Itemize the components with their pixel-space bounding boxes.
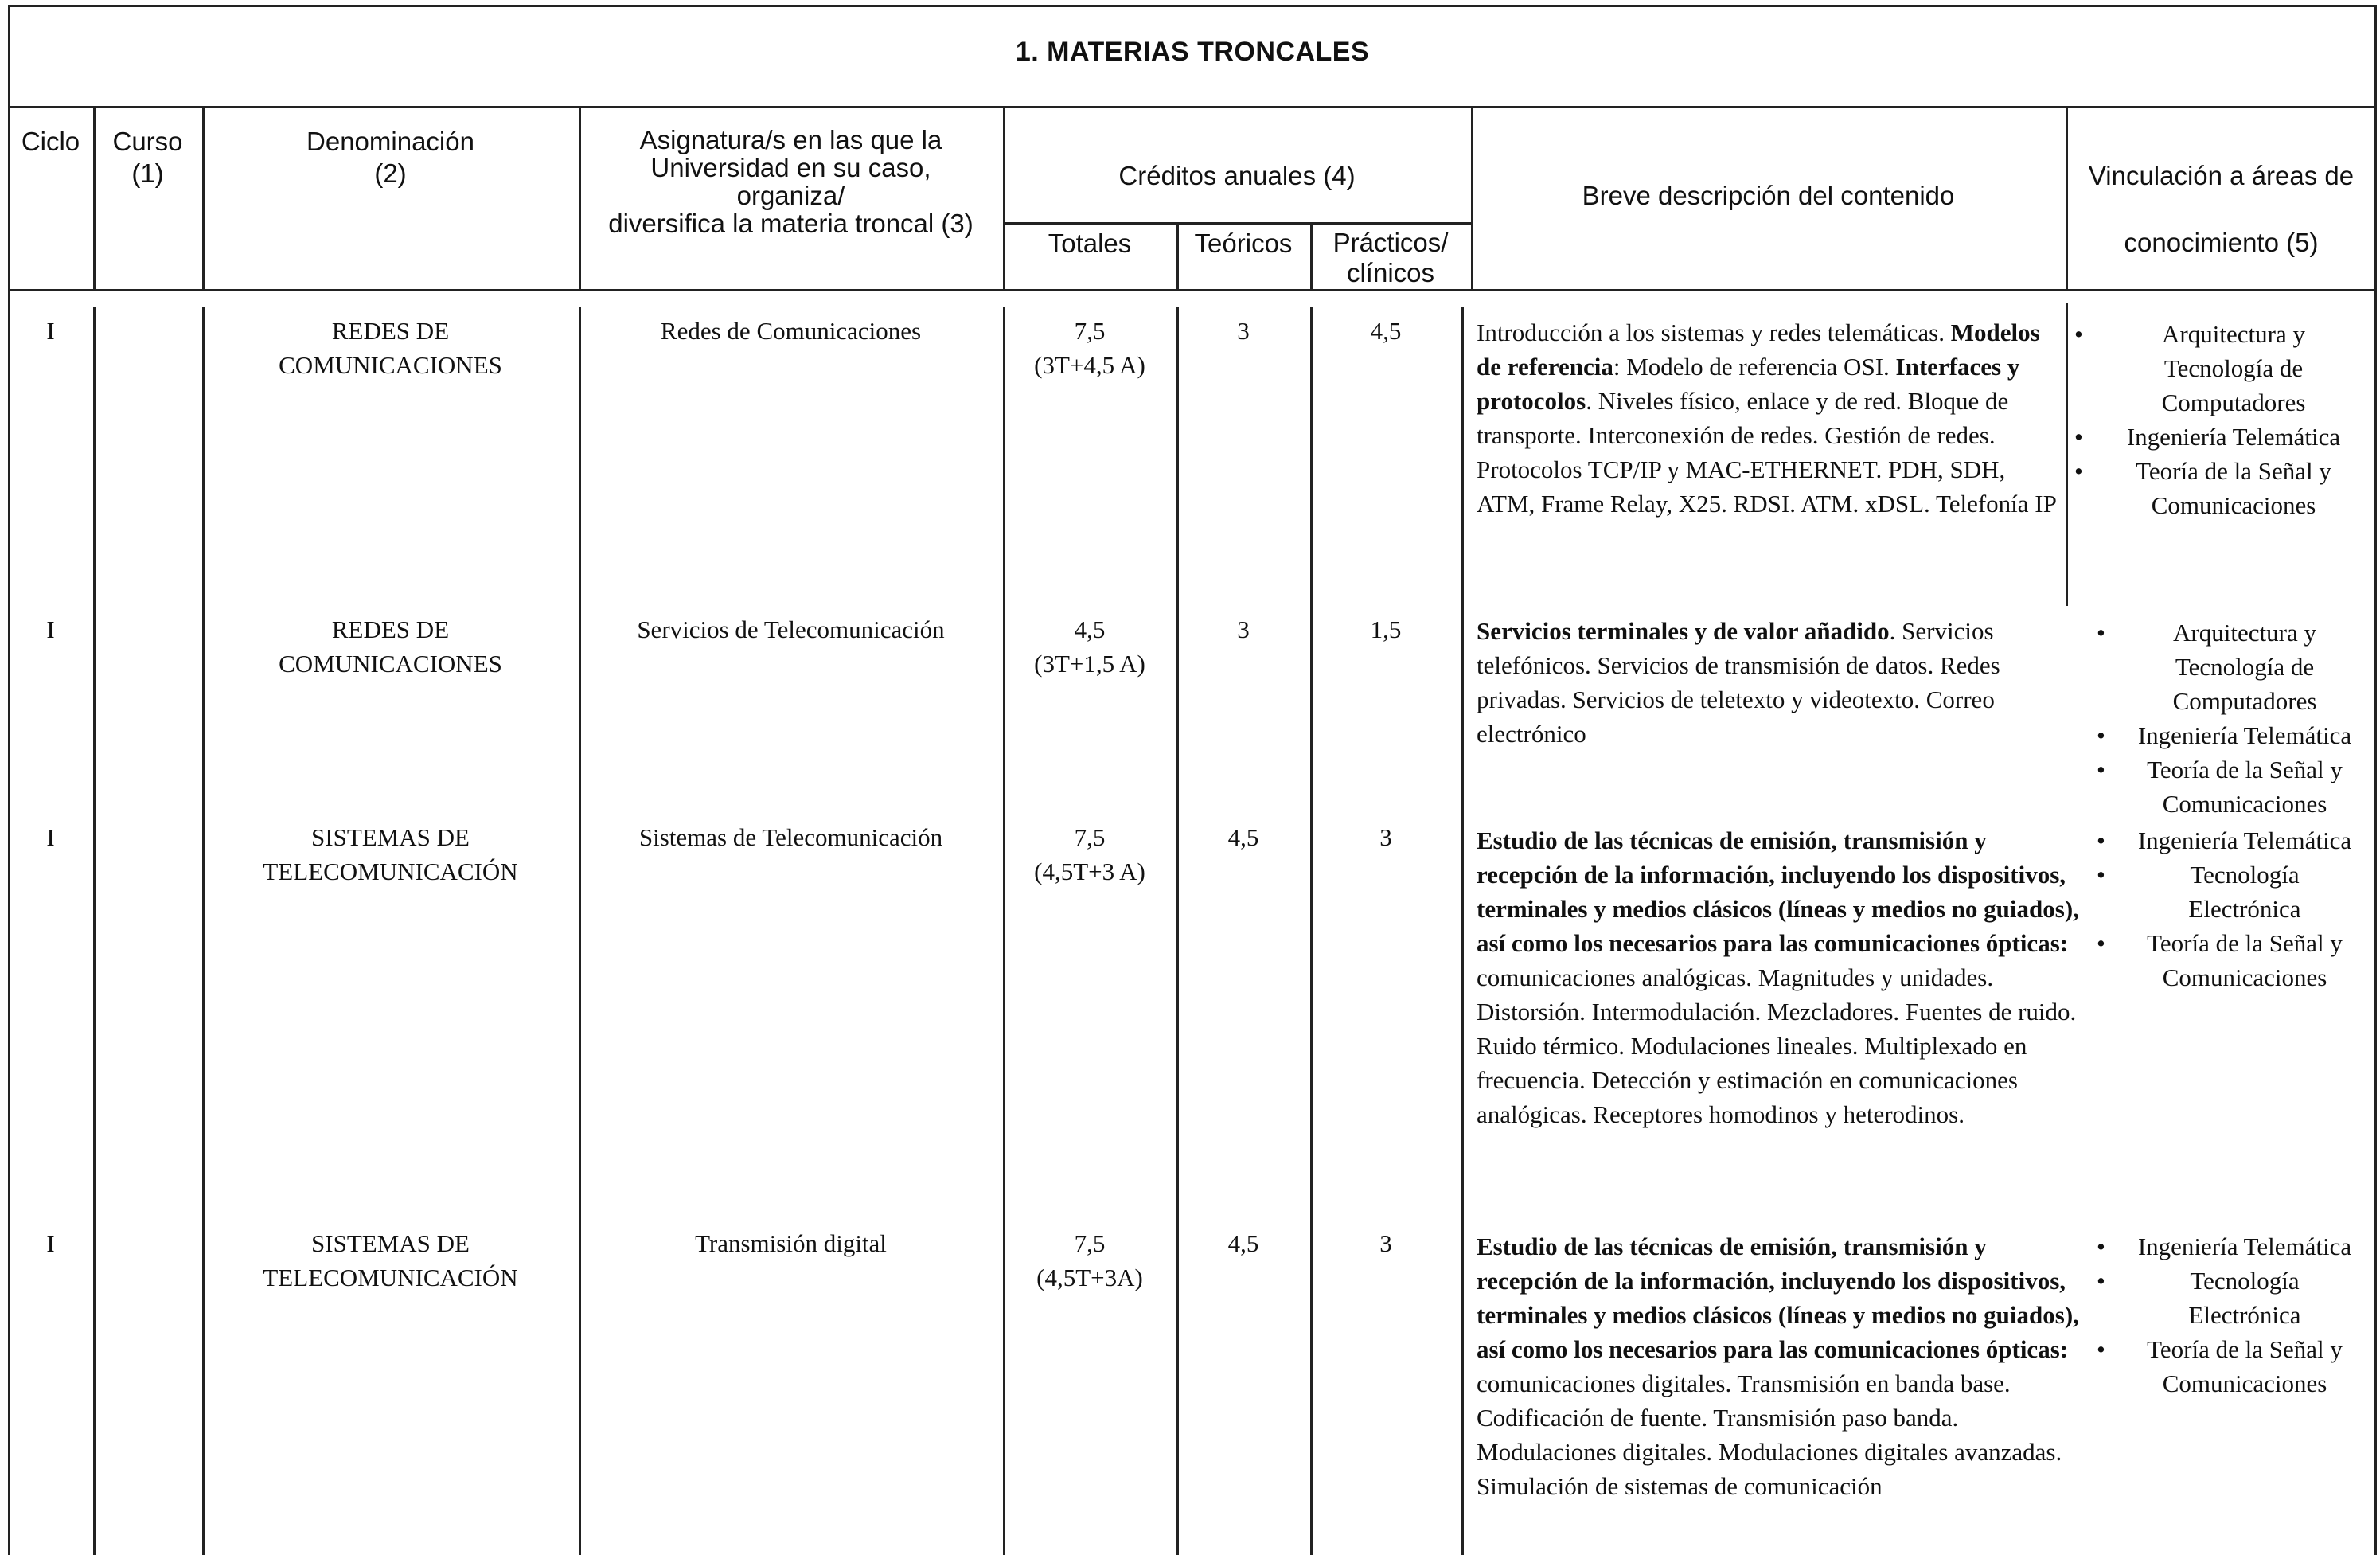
header-practicos-line: Prácticos/ <box>1332 228 1449 257</box>
header-vinculacion <box>2066 160 2377 259</box>
areas-list <box>2071 317 2374 522</box>
header-denominacion-label: Denominación <box>306 127 474 156</box>
descripcion-bold-run: Estudio de las técnicas de emisión, transmisión y recepción de la información, incluyendo los dispositivos, terminales y medios clásicos (líneas y medios no guiados), así como los necesarios para las comunicaciones ópticas: <box>1477 1233 2079 1363</box>
denominacion-line: TELECOMUNICACIÓN <box>263 858 518 885</box>
header-creditos: Créditos anuales (4) <box>1118 161 1356 190</box>
column-rule <box>1003 307 1005 1555</box>
descripcion-run: comunicaciones digitales. Transmisión en banda base. Codificación de fuente. Transmisión paso banda. Modulaciones digitales. Modulaciones digitales avanzadas. Simulación de sistemas de comunicación <box>1477 1369 2062 1500</box>
totales-value: 7,5 <box>1074 1229 1106 1257</box>
header-asignatura-line: organiza/ <box>736 181 845 210</box>
descripcion-bold-run: Estudio de las técnicas de emisión, transmisión y recepción de la información, incluyendo los dispositivos, terminales y medios clásicos (líneas y medios no guiados), así como los necesarios para las comunicaciones ópticas: <box>1477 826 2079 957</box>
cell-totales <box>1003 820 1176 889</box>
header-rule <box>1003 106 1005 289</box>
denominacion-line: REDES DE <box>331 317 450 345</box>
area-line: • Ingeniería Telemática <box>2126 423 2341 451</box>
area-item <box>2093 1229 2374 1264</box>
header-descripcion: Breve descripción del contenido <box>1582 181 1955 210</box>
header-practicos <box>1310 228 1471 288</box>
area-line: Computadores <box>2161 389 2306 416</box>
areas-list <box>2093 823 2374 994</box>
cell-teoricos: 3 <box>1237 615 1250 643</box>
areas-list <box>2093 615 2374 821</box>
header-curso <box>93 126 202 189</box>
area-line: • Ingeniería Telemática <box>2137 1233 2352 1260</box>
denominacion-line: TELECOMUNICACIÓN <box>263 1264 518 1291</box>
cell-asignatura: Redes de Comunicaciones <box>660 317 922 345</box>
column-rule <box>2066 303 2068 606</box>
cell-areas <box>2093 1229 2374 1401</box>
area-line: Computadores <box>2172 687 2317 715</box>
header-bottom-divider <box>8 289 2377 291</box>
header-curso-note: (1) <box>131 158 164 188</box>
column-rule <box>1310 307 1313 1555</box>
area-item <box>2093 926 2374 994</box>
cell-denominacion <box>202 820 579 889</box>
cell-practicos: 1,5 <box>1370 615 1402 643</box>
areas-list <box>2093 1229 2374 1401</box>
cell-areas <box>2071 317 2374 522</box>
cell-ciclo: I <box>46 615 55 643</box>
area-item <box>2093 858 2374 926</box>
area-line: • Arquitectura y <box>2162 320 2305 348</box>
table-title: 1. MATERIAS TRONCALES <box>1015 37 1370 67</box>
area-line: • Teoría de la Señal y <box>2147 929 2343 957</box>
area-item <box>2093 615 2374 718</box>
area-line: Electrónica <box>2188 895 2301 923</box>
area-item <box>2093 823 2374 858</box>
cell-ciclo: I <box>46 1229 55 1257</box>
area-item <box>2093 718 2374 752</box>
header-asignatura <box>579 126 1003 237</box>
header-totales: Totales <box>1048 229 1132 258</box>
header-denominacion-note: (2) <box>374 158 407 188</box>
area-item <box>2093 752 2374 821</box>
troncales-table <box>8 5 2377 1555</box>
creditos-subheader-divider <box>1003 222 1471 225</box>
column-rule <box>202 307 205 1555</box>
cell-asignatura: Servicios de Telecomunicación <box>637 615 945 643</box>
area-line: Tecnología de <box>2175 653 2315 681</box>
area-line: Comunicaciones <box>2162 790 2327 818</box>
cell-teoricos: 4,5 <box>1227 823 1259 851</box>
area-line: Comunicaciones <box>2162 963 2327 991</box>
cell-totales <box>1003 1226 1176 1295</box>
descripcion-run: . Servicios telefónicos. Servicios de transmisión de datos. Redes privadas. Servicios de teletexto y videotexto. Correo electrónico <box>1477 617 2000 748</box>
cell-practicos: 4,5 <box>1370 317 1402 345</box>
cell-totales <box>1003 612 1176 681</box>
cell-denominacion <box>202 612 579 681</box>
cell-teoricos: 4,5 <box>1227 1229 1259 1257</box>
header-asignatura-line: Universidad en su caso, <box>650 153 931 182</box>
cell-practicos: 3 <box>1379 823 1392 851</box>
area-line: Comunicaciones <box>2162 1369 2327 1397</box>
area-line: Tecnología de <box>2163 354 2304 382</box>
header-vinculacion-line: Vinculación a áreas de <box>2088 161 2355 190</box>
area-line: • Ingeniería Telemática <box>2137 826 2352 854</box>
denominacion-line: COMUNICACIONES <box>279 650 502 678</box>
descripcion-run: : Modelo de referencia OSI. <box>1613 353 1896 381</box>
descripcion-bold-run: Interfaces y protocolos <box>1477 353 2020 415</box>
area-item <box>2093 1332 2374 1401</box>
cell-ciclo: I <box>46 823 55 851</box>
cell-practicos: 3 <box>1379 1229 1392 1257</box>
header-practicos-line: clínicos <box>1346 258 1435 287</box>
descripcion-run: comunicaciones analógicas. Magnitudes y unidades. Distorsión. Intermodulación. Mezcladores. Fuentes de ruido. Ruido térmico. Modulaciones lineales. Multiplexado en frecuencia. Detección y estimación en comunicaciones analógicas. Receptores homodinos y heterodinos. <box>1477 963 2077 1128</box>
column-rule <box>1176 307 1179 1555</box>
cell-teoricos: 3 <box>1237 317 1250 345</box>
column-rule <box>579 307 581 1555</box>
area-item <box>2093 1264 2374 1332</box>
totales-detail: (3T+4,5 A) <box>1034 351 1145 379</box>
header-teoricos: Teóricos <box>1194 229 1293 258</box>
denominacion-line: COMUNICACIONES <box>279 351 502 379</box>
totales-detail: (4,5T+3 A) <box>1034 858 1145 885</box>
area-line: • Teoría de la Señal y <box>2136 457 2331 485</box>
cell-descripcion <box>1477 315 2059 521</box>
cell-denominacion <box>202 1226 579 1295</box>
denominacion-line: SISTEMAS DE <box>311 1229 470 1257</box>
denominacion-line: SISTEMAS DE <box>311 823 470 851</box>
cell-ciclo: I <box>46 317 55 345</box>
area-item <box>2071 420 2374 454</box>
cell-areas <box>2093 615 2374 821</box>
header-vinculacion-line: conocimiento (5) <box>2124 228 2319 257</box>
totales-detail: (4,5T+3A) <box>1036 1264 1143 1291</box>
cell-denominacion <box>202 314 579 382</box>
cell-asignatura: Sistemas de Telecomunicación <box>638 823 943 851</box>
header-curso-label: Curso <box>112 127 183 156</box>
area-line: Electrónica <box>2188 1301 2301 1329</box>
cell-descripcion <box>1477 1229 2082 1503</box>
cell-descripcion <box>1477 614 2082 751</box>
cell-asignatura: Transmisión digital <box>695 1229 887 1257</box>
area-line: • Arquitectura y <box>2173 619 2316 647</box>
area-line: • Tecnología <box>2190 861 2300 889</box>
area-line: • Ingeniería Telemática <box>2137 721 2352 749</box>
totales-value: 7,5 <box>1074 317 1106 345</box>
header-denominacion <box>202 126 579 189</box>
header-asignatura-line: diversifica la materia troncal (3) <box>608 209 973 238</box>
header-ciclo: Ciclo <box>21 127 80 156</box>
descripcion-bold-run: Modelos de referencia <box>1477 318 2040 381</box>
cell-totales <box>1003 314 1176 382</box>
totales-value: 4,5 <box>1074 615 1106 643</box>
area-item <box>2071 317 2374 420</box>
column-rule <box>1461 307 1464 1555</box>
column-rule <box>93 307 96 1555</box>
area-line: Comunicaciones <box>2151 491 2316 519</box>
area-item <box>2071 454 2374 522</box>
cell-descripcion <box>1477 823 2082 1131</box>
descripcion-run: Introducción a los sistemas y redes telemáticas. <box>1477 318 1951 346</box>
header-asignatura-line: Asignatura/s en las que la <box>639 125 942 154</box>
descripcion-run: . Niveles físico, enlace y de red. Bloque de transporte. Interconexión de redes. Gestión de redes. Protocolos TCP/IP y MAC-ETHERNET. PDH, SDH, ATM, Frame Relay, X25. RDSI. ATM. xDSL. Telefonía IP <box>1477 387 2057 518</box>
area-line: • Tecnología <box>2190 1267 2300 1295</box>
area-line: • Teoría de la Señal y <box>2147 1335 2343 1363</box>
area-line: • Teoría de la Señal y <box>2147 756 2343 783</box>
cell-areas <box>2093 823 2374 994</box>
descripcion-bold-run: Servicios terminales y de valor añadido <box>1477 617 1890 645</box>
totales-detail: (3T+1,5 A) <box>1034 650 1145 678</box>
denominacion-line: REDES DE <box>331 615 450 643</box>
title-divider <box>8 106 2377 108</box>
totales-value: 7,5 <box>1074 823 1106 851</box>
